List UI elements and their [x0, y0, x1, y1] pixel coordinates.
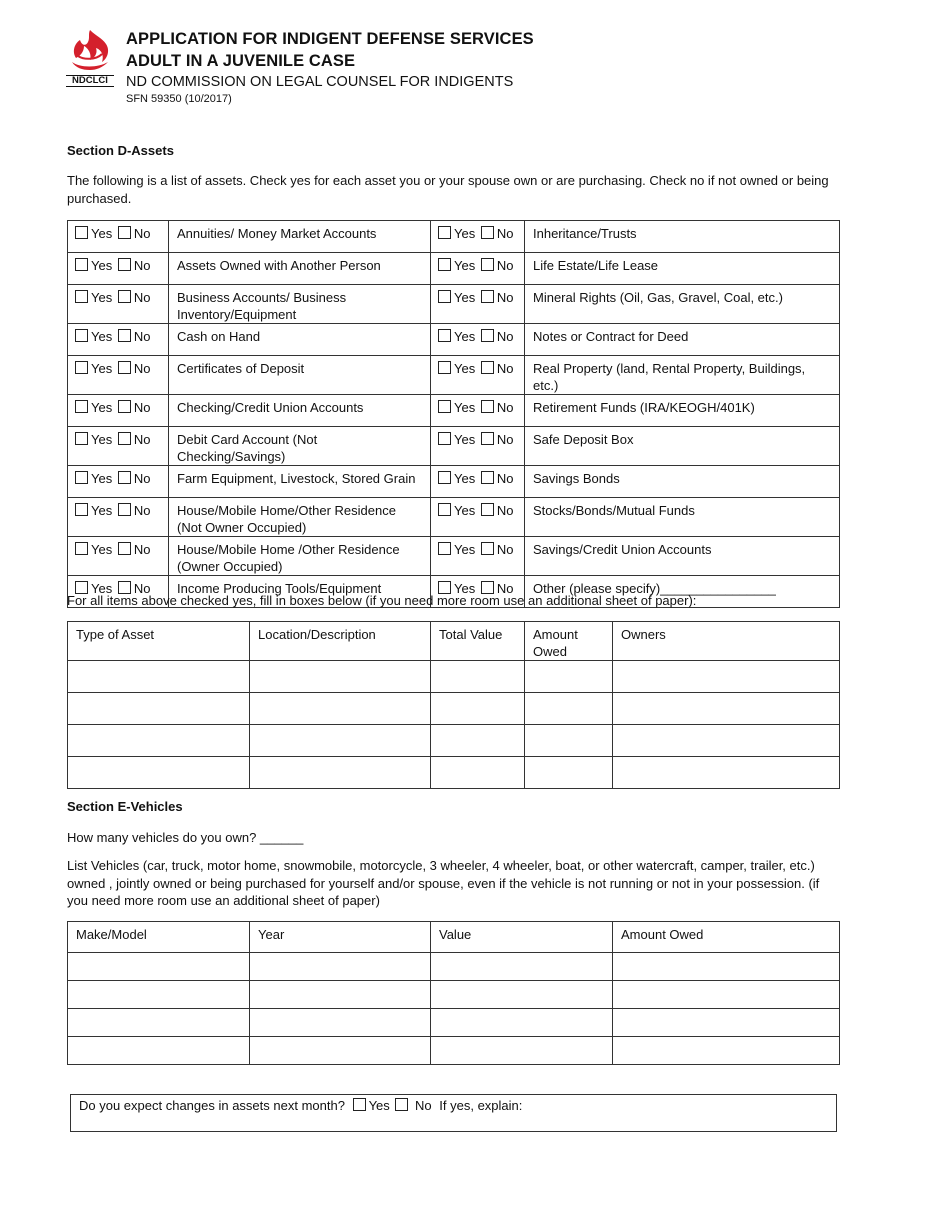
- input-cell[interactable]: [431, 1037, 613, 1065]
- yes-label: Yes: [454, 400, 476, 415]
- agency-name: ND COMMISSION ON LEGAL COUNSEL FOR INDIGENTS: [126, 74, 514, 90]
- table-row: [68, 221, 840, 253]
- yes-label: Yes: [454, 226, 476, 241]
- no-label: No: [496, 471, 514, 486]
- no-label: No: [415, 1098, 432, 1113]
- explain-label: If yes, explain:: [439, 1098, 523, 1113]
- yes-checkbox[interactable]: [438, 258, 451, 271]
- changes-question: Do you expect changes in assets next month?: [79, 1098, 345, 1113]
- asset-label: Life Estate/Life Lease: [525, 253, 840, 285]
- table-row: [68, 661, 840, 693]
- no-label: No: [496, 400, 514, 415]
- yes-no-cell: [431, 498, 525, 537]
- yes-checkbox[interactable]: [438, 400, 451, 413]
- input-cell[interactable]: [431, 661, 525, 693]
- yes-checkbox[interactable]: [75, 329, 88, 342]
- no-label: No: [496, 361, 514, 376]
- yes-label: Yes: [454, 542, 476, 557]
- col-owners: Owners: [613, 622, 840, 661]
- col-location-description: Location/Description: [250, 622, 431, 661]
- asset-label: House/Mobile Home/Other Residence (Not Owner Occupied): [169, 498, 431, 537]
- yes-label: Yes: [91, 432, 113, 447]
- input-cell[interactable]: [525, 661, 613, 693]
- yes-label: Yes: [454, 581, 476, 596]
- asset-label: House/Mobile Home /Other Residence (Owner Occupied): [169, 537, 431, 576]
- input-cell[interactable]: [613, 1037, 840, 1065]
- no-label: No: [133, 258, 151, 273]
- table-row: [68, 981, 840, 1009]
- yes-label: Yes: [91, 226, 113, 241]
- table-row: [68, 356, 840, 395]
- asset-label: Checking/Credit Union Accounts: [169, 395, 431, 427]
- yes-no-cell: [68, 537, 169, 576]
- no-checkbox[interactable]: [481, 400, 494, 413]
- yes-label: Yes: [454, 361, 476, 376]
- asset-label: Farm Equipment, Livestock, Stored Grain: [169, 466, 431, 498]
- yes-label: Yes: [454, 290, 476, 305]
- yes-label: Yes: [91, 542, 113, 557]
- vehicles-table: [67, 921, 840, 1065]
- yes-checkbox[interactable]: [75, 226, 88, 239]
- input-cell[interactable]: [613, 981, 840, 1009]
- input-cell[interactable]: [431, 757, 525, 789]
- yes-checkbox[interactable]: [438, 226, 451, 239]
- input-cell[interactable]: [613, 757, 840, 789]
- no-label: No: [133, 226, 151, 241]
- no-checkbox[interactable]: [118, 503, 131, 516]
- table-row: [68, 953, 840, 981]
- asset-label: Inheritance/Trusts: [525, 221, 840, 253]
- input-cell[interactable]: [431, 1009, 613, 1037]
- no-label: No: [496, 226, 514, 241]
- yes-label: Yes: [91, 503, 113, 518]
- logo: [66, 28, 114, 86]
- asset-label: Retirement Funds (IRA/KEOGH/401K): [525, 395, 840, 427]
- yes-checkbox[interactable]: [75, 290, 88, 303]
- col-amount-owed: Amount Owed: [525, 622, 613, 661]
- no-checkbox[interactable]: [118, 400, 131, 413]
- no-label: No: [133, 432, 151, 447]
- asset-label: Stocks/Bonds/Mutual Funds: [525, 498, 840, 537]
- table-row: [68, 285, 840, 324]
- input-cell[interactable]: [613, 693, 840, 725]
- table-row: [68, 1037, 840, 1065]
- yes-label: Yes: [454, 503, 476, 518]
- col-value: Value: [431, 922, 613, 953]
- no-label: No: [133, 290, 151, 305]
- yes-no-cell: [431, 395, 525, 427]
- yes-label: Yes: [91, 400, 113, 415]
- fill-intro: For all items above checked yes, fill in boxes below (if you need more room use an additional sheet of paper):: [67, 593, 697, 608]
- yes-no-cell: [68, 466, 169, 498]
- col-amount-owed: Amount Owed: [613, 922, 840, 953]
- yes-no-cell: [68, 285, 169, 324]
- table-row: [68, 498, 840, 537]
- input-cell[interactable]: [431, 981, 613, 1009]
- no-checkbox[interactable]: [481, 329, 494, 342]
- asset-label: Cash on Hand: [169, 324, 431, 356]
- no-checkbox[interactable]: [481, 542, 494, 555]
- yes-label: Yes: [454, 432, 476, 447]
- yes-no-cell: [431, 537, 525, 576]
- asset-label: Mineral Rights (Oil, Gas, Gravel, Coal, etc.): [525, 285, 840, 324]
- yes-checkbox[interactable]: [438, 361, 451, 374]
- input-cell[interactable]: [68, 953, 250, 981]
- asset-label: Certificates of Deposit: [169, 356, 431, 395]
- asset-label: Debit Card Account (Not Checking/Savings): [169, 427, 431, 466]
- vehicle-list-intro: List Vehicles (car, truck, motor home, snowmobile, motorcycle, 3 wheeler, 4 wheeler, boat, or other watercraft, camper, trailer, etc.) owned , jointly owned or being purchased for yourself and/or spouse, even if the vehicle is not running or not in your possession. (if you need more room use an additional sheet of paper): [67, 858, 820, 908]
- flame-logo-icon: [66, 28, 114, 72]
- no-label: No: [496, 503, 514, 518]
- form-number: SFN 59350 (10/2017): [126, 93, 232, 105]
- input-cell[interactable]: [250, 1037, 431, 1065]
- yes-checkbox[interactable]: [75, 432, 88, 445]
- no-label: No: [496, 329, 514, 344]
- table-row: [68, 427, 840, 466]
- yes-checkbox[interactable]: [75, 400, 88, 413]
- input-cell[interactable]: [250, 661, 431, 693]
- input-cell[interactable]: [613, 1009, 840, 1037]
- assets-checklist-table: [67, 220, 840, 608]
- no-checkbox[interactable]: [481, 503, 494, 516]
- no-checkbox[interactable]: [118, 226, 131, 239]
- no-label: No: [133, 361, 151, 376]
- asset-label: Safe Deposit Box: [525, 427, 840, 466]
- yes-no-cell: [68, 498, 169, 537]
- no-checkbox[interactable]: [481, 471, 494, 484]
- logo-text: NDCLCI: [66, 75, 114, 87]
- no-checkbox[interactable]: [118, 258, 131, 271]
- no-label: No: [496, 542, 514, 557]
- yes-label: Yes: [454, 258, 476, 273]
- yes-checkbox[interactable]: [75, 542, 88, 555]
- no-label: No: [133, 581, 151, 596]
- asset-label: Real Property (land, Rental Property, Buildings, etc.): [525, 356, 840, 395]
- input-cell[interactable]: [250, 953, 431, 981]
- yes-checkbox[interactable]: [75, 258, 88, 271]
- yes-no-cell: [431, 285, 525, 324]
- yes-no-cell: [431, 356, 525, 395]
- no-checkbox[interactable]: [481, 290, 494, 303]
- yes-label: Yes: [91, 471, 113, 486]
- yes-no-cell: [68, 221, 169, 253]
- table-row: [68, 1009, 840, 1037]
- no-checkbox[interactable]: [118, 432, 131, 445]
- yes-label: Yes: [91, 581, 113, 596]
- yes-label: Yes: [368, 1098, 390, 1113]
- no-checkbox[interactable]: [118, 471, 131, 484]
- input-cell[interactable]: [613, 661, 840, 693]
- yes-checkbox[interactable]: [438, 503, 451, 516]
- input-cell[interactable]: [68, 693, 250, 725]
- no-label: No: [133, 542, 151, 557]
- asset-label: Assets Owned with Another Person: [169, 253, 431, 285]
- yes-checkbox[interactable]: [75, 361, 88, 374]
- changes-box: [70, 1094, 837, 1132]
- vehicle-count-question: How many vehicles do you own? ______: [67, 830, 304, 845]
- yes-checkbox[interactable]: [438, 432, 451, 445]
- no-checkbox[interactable]: [395, 1098, 408, 1111]
- yes-no-cell: [431, 253, 525, 285]
- input-cell[interactable]: [250, 725, 431, 757]
- col-make-model: Make/Model: [68, 922, 250, 953]
- asset-label: Savings/Credit Union Accounts: [525, 537, 840, 576]
- input-cell[interactable]: [250, 981, 431, 1009]
- input-cell[interactable]: [68, 1009, 250, 1037]
- form-title: APPLICATION FOR INDIGENT DEFENSE SERVICES: [126, 30, 534, 48]
- input-cell[interactable]: [68, 661, 250, 693]
- no-label: No: [496, 581, 514, 596]
- table-row: [68, 757, 840, 789]
- no-label: No: [133, 503, 151, 518]
- yes-checkbox[interactable]: [353, 1098, 366, 1111]
- no-checkbox[interactable]: [481, 258, 494, 271]
- table-row: [68, 253, 840, 285]
- yes-no-cell: [431, 466, 525, 498]
- input-cell[interactable]: [613, 725, 840, 757]
- input-cell[interactable]: [431, 693, 525, 725]
- yes-label: Yes: [91, 290, 113, 305]
- input-cell[interactable]: [525, 725, 613, 757]
- no-checkbox[interactable]: [118, 361, 131, 374]
- table-row: [68, 466, 840, 498]
- section-e-heading: Section E-Vehicles: [67, 799, 183, 814]
- yes-checkbox[interactable]: [438, 471, 451, 484]
- yes-no-cell: [68, 324, 169, 356]
- yes-checkbox[interactable]: [438, 542, 451, 555]
- no-label: No: [496, 432, 514, 447]
- input-cell[interactable]: [250, 757, 431, 789]
- yes-label: Yes: [454, 471, 476, 486]
- no-label: No: [496, 258, 514, 273]
- col-type-of-asset: Type of Asset: [68, 622, 250, 661]
- asset-label: Other (please specify)________________: [525, 576, 840, 608]
- asset-details-table: [67, 621, 840, 789]
- col-total-value: Total Value: [431, 622, 525, 661]
- yes-checkbox[interactable]: [75, 503, 88, 516]
- yes-no-cell: [68, 427, 169, 466]
- yes-label: Yes: [91, 329, 113, 344]
- no-label: No: [133, 471, 151, 486]
- form-subtitle: ADULT IN A JUVENILE CASE: [126, 52, 356, 70]
- asset-label: Savings Bonds: [525, 466, 840, 498]
- input-cell[interactable]: [525, 693, 613, 725]
- no-label: No: [133, 329, 151, 344]
- no-checkbox[interactable]: [481, 361, 494, 374]
- input-cell[interactable]: [68, 725, 250, 757]
- no-label: No: [496, 290, 514, 305]
- yes-label: Yes: [91, 361, 113, 376]
- input-cell[interactable]: [431, 725, 525, 757]
- yes-checkbox[interactable]: [438, 329, 451, 342]
- no-checkbox[interactable]: [118, 290, 131, 303]
- table-row: [68, 725, 840, 757]
- asset-label: Income Producing Tools/Equipment: [169, 576, 431, 608]
- no-label: No: [133, 400, 151, 415]
- asset-label: Notes or Contract for Deed: [525, 324, 840, 356]
- no-checkbox[interactable]: [118, 542, 131, 555]
- input-cell[interactable]: [431, 953, 613, 981]
- yes-checkbox[interactable]: [438, 290, 451, 303]
- yes-no-cell: [431, 221, 525, 253]
- input-cell[interactable]: [68, 757, 250, 789]
- input-cell[interactable]: [68, 1037, 250, 1065]
- input-cell[interactable]: [525, 757, 613, 789]
- yes-label: Yes: [91, 258, 113, 273]
- col-year: Year: [250, 922, 431, 953]
- input-cell[interactable]: [250, 1009, 431, 1037]
- section-d-heading: Section D-Assets: [67, 143, 174, 158]
- table-row: [68, 395, 840, 427]
- table-row: [68, 537, 840, 576]
- yes-checkbox[interactable]: [75, 471, 88, 484]
- asset-label: Annuities/ Money Market Accounts: [169, 221, 431, 253]
- input-cell[interactable]: [68, 981, 250, 1009]
- asset-label: Business Accounts/ Business Inventory/Equipment: [169, 285, 431, 324]
- yes-no-cell: [68, 253, 169, 285]
- section-d-intro: The following is a list of assets. Check yes for each asset you or your spouse own or are purchasing. Check no if not owned or being purchased.: [67, 173, 829, 206]
- no-checkbox[interactable]: [481, 226, 494, 239]
- yes-no-cell: [431, 427, 525, 466]
- yes-no-cell: [431, 324, 525, 356]
- yes-label: Yes: [454, 329, 476, 344]
- table-row: [68, 324, 840, 356]
- input-cell[interactable]: [250, 693, 431, 725]
- no-checkbox[interactable]: [118, 329, 131, 342]
- yes-no-cell: [68, 356, 169, 395]
- input-cell[interactable]: [613, 953, 840, 981]
- yes-no-cell: [68, 395, 169, 427]
- table-row: [68, 693, 840, 725]
- no-checkbox[interactable]: [481, 432, 494, 445]
